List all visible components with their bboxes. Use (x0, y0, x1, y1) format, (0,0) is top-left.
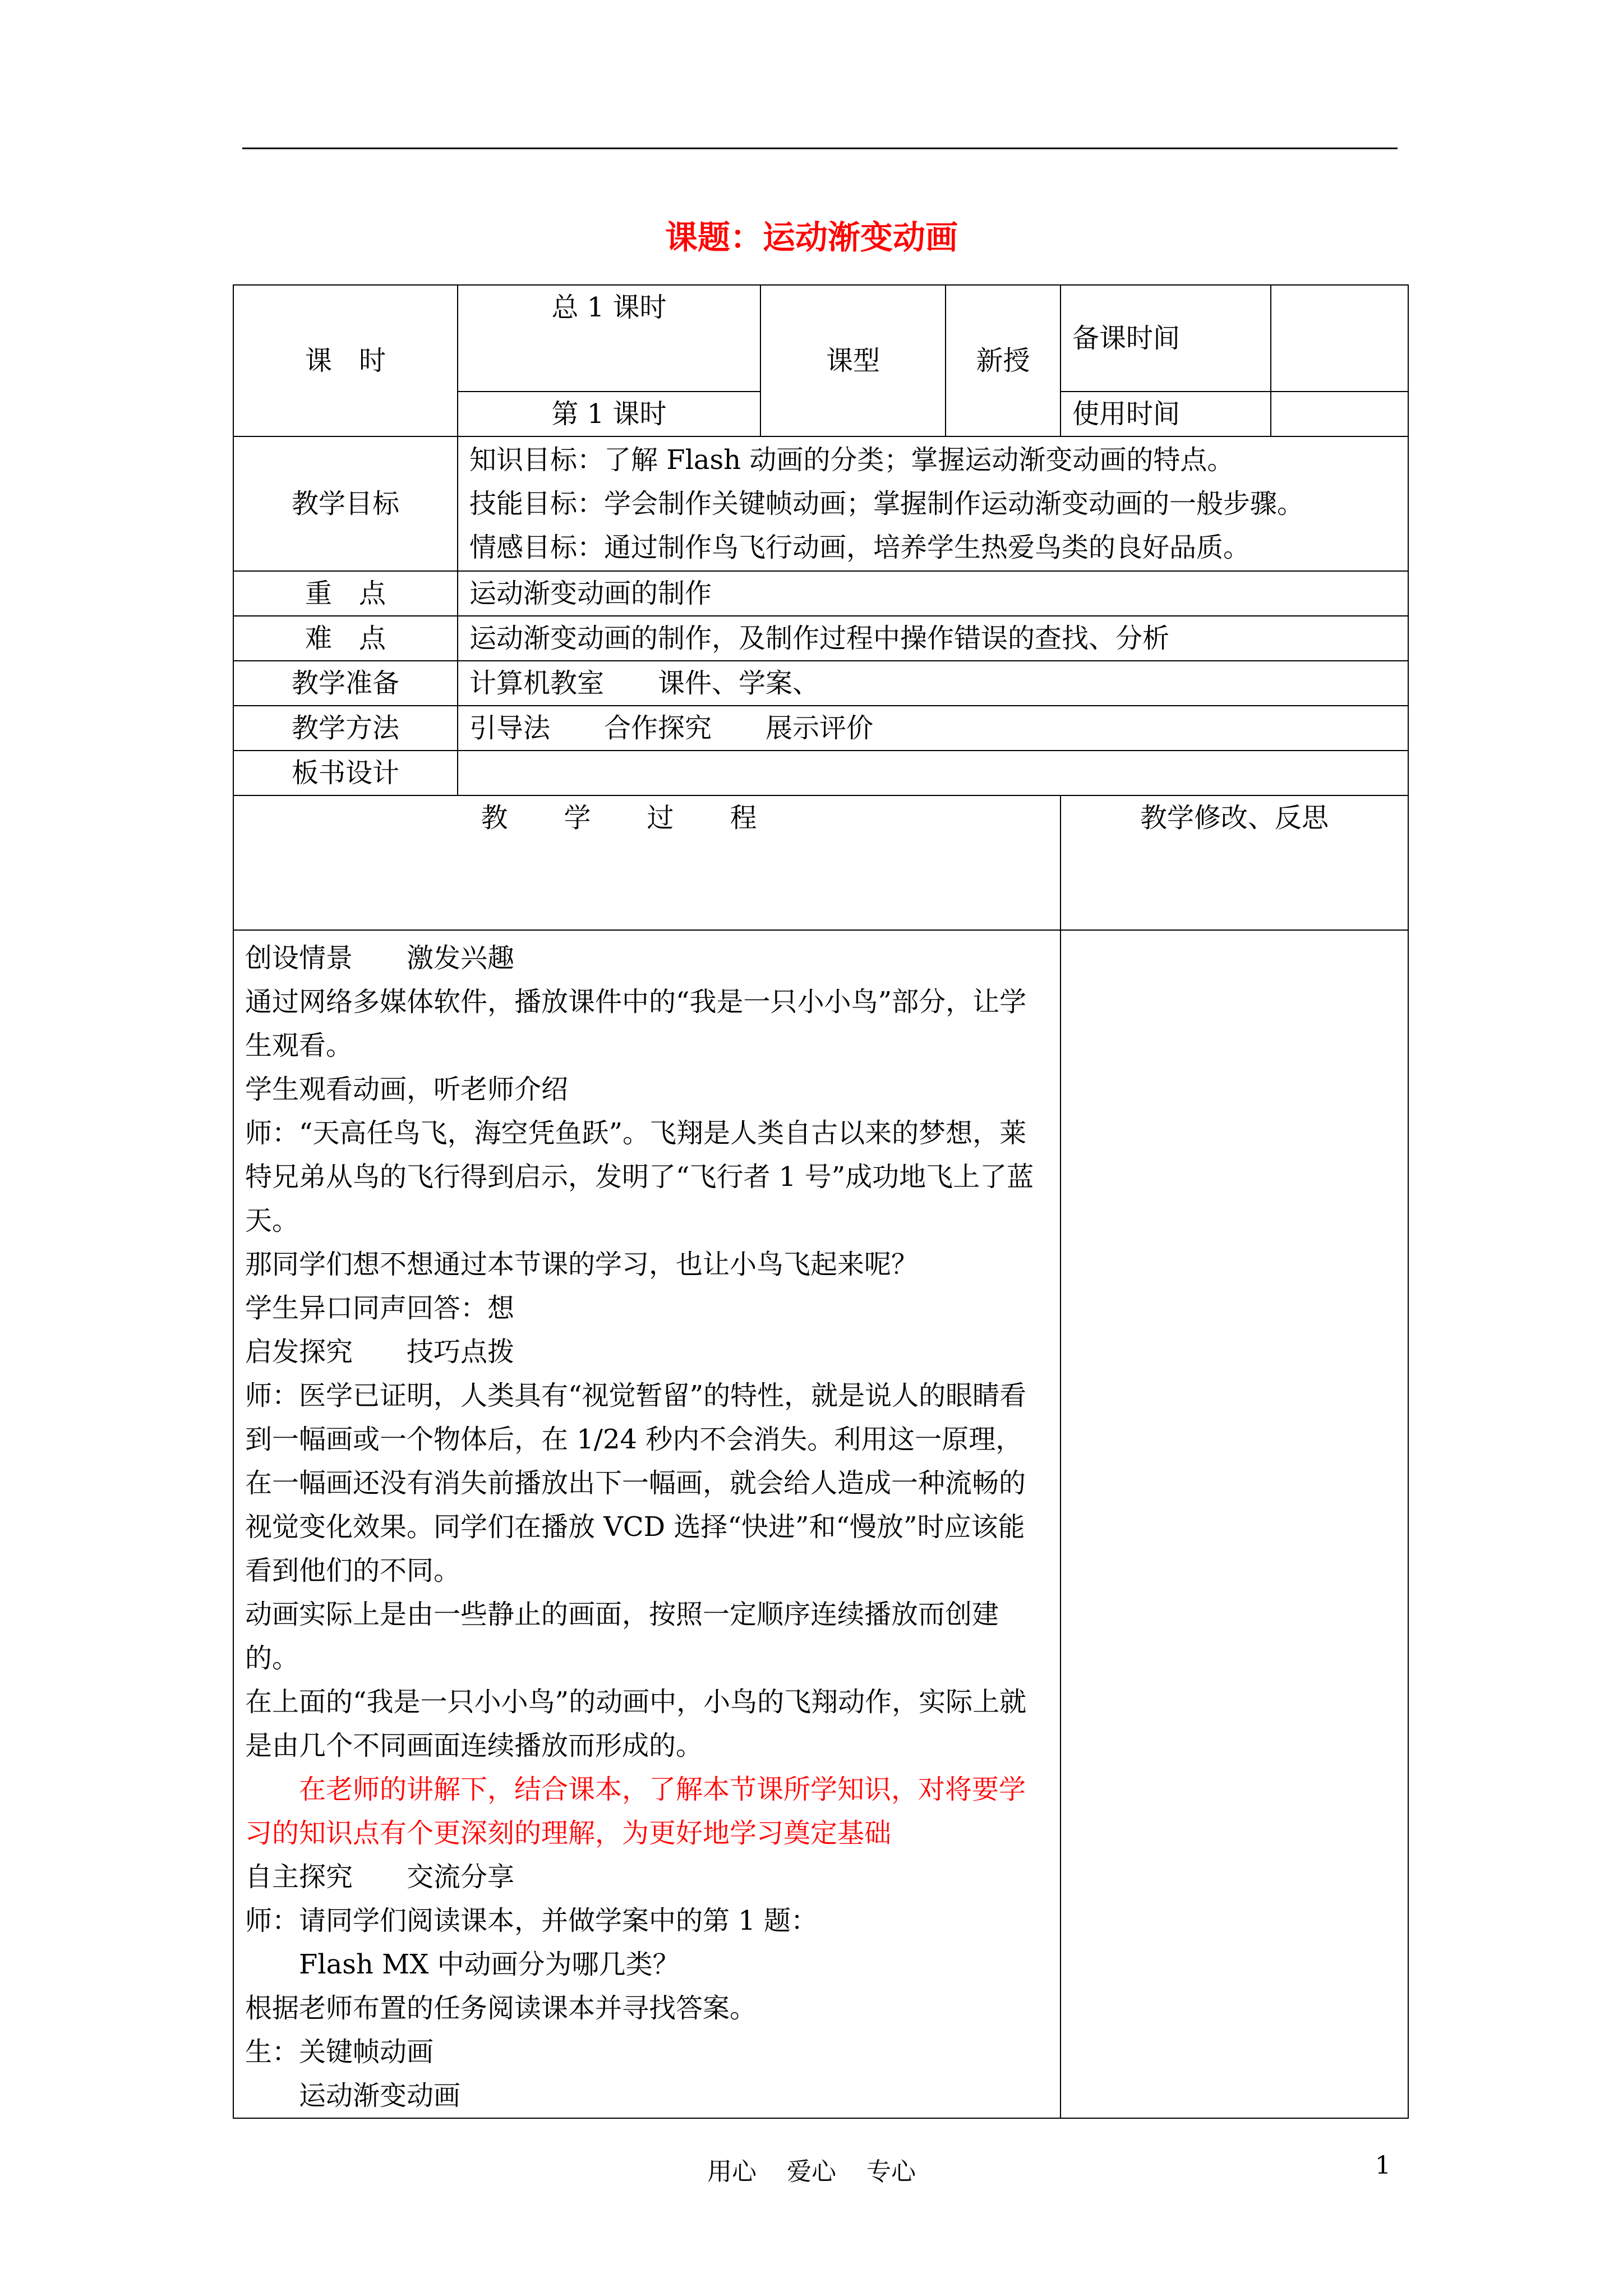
process-line: 通过网络多媒体软件，播放课件中的“我是一只小小鸟”部分，让学生观看。 (245, 986, 1027, 1061)
page-number: 1 (1375, 2151, 1391, 2180)
goal-emotion: 情感目标：通过制作鸟飞行动画，培养学生热爱鸟类的良好品质。 (469, 532, 1251, 563)
difficulty-label: 难 点 (233, 616, 458, 661)
preparation-value: 计算机教室 课件、学案、 (458, 661, 1408, 706)
prep-time-label: 备课时间 (1061, 285, 1271, 392)
process-line: 学生观看动画，听老师介绍 (245, 1074, 569, 1105)
prep-time-value (1271, 285, 1408, 392)
lesson-number: 第 1 课时 (458, 392, 760, 436)
goal-skill: 技能目标：学会制作关键帧动画；掌握制作运动渐变动画的一般步骤。 (469, 488, 1304, 519)
preparation-label: 教学准备 (233, 661, 458, 706)
process-line: 创设情景 激发兴趣 (245, 942, 515, 974)
board-label: 板书设计 (233, 751, 458, 795)
header-rule (242, 148, 1398, 149)
goal-knowledge: 知识目标：了解 Flash 动画的分类；掌握运动渐变动画的特点。 (469, 444, 1234, 476)
process-line: 生：关键帧动画 (245, 2036, 434, 2068)
process-line: 学生异口同声回答：想 (245, 1292, 515, 1324)
process-line: 师：医学已证明，人类具有“视觉暂留”的特性，就是说人的眼睛看到一幅画或一个物体后，在 1/24 秒内不会消失。利用这一原理，在一幅画还没有消失前播放出下一幅画，就会给人造成一种流畅的视觉变化效果。同学们在播放 VCD 选择“快进”和“慢放”时应该能看到他们的不同。 (245, 1380, 1027, 1586)
use-time-label: 使用时间 (1061, 392, 1271, 436)
process-line: 师：请同学们阅读课本，并做学案中的第 1 题： (245, 1905, 818, 1936)
lesson-type-value: 新授 (946, 285, 1061, 436)
use-time-value (1271, 392, 1408, 436)
difficulty-value: 运动渐变动画的制作，及制作过程中操作错误的查找、分析 (458, 616, 1408, 661)
process-highlight: 在老师的讲解下，结合课本，了解本节课所学知识，对将要学习的知识点有个更深刻的理解，为更好地学习奠定基础 (245, 1774, 1026, 1849)
goals-label: 教学目标 (233, 436, 458, 571)
process-line: 师：“天高任鸟飞，海空凭鱼跃”。飞翔是人类自古以来的梦想，莱特兄弟从鸟的飞行得到启示，发明了“飞行者 1 号”成功地飞上了蓝天。 (245, 1117, 1034, 1236)
process-line: 在上面的“我是一只小小鸟”的动画中，小鸟的飞翔动作，实际上就是由几个不同画面连续播放而形成的。 (245, 1686, 1027, 1761)
method-value: 引导法 合作探究 展示评价 (458, 706, 1408, 751)
goals-content (458, 436, 1408, 571)
process-line: 那同学们想不想通过本节课的学习，也让小鸟飞起来呢？ (245, 1249, 919, 1280)
footer-word: 用心 (707, 2157, 757, 2186)
method-label: 教学方法 (233, 706, 458, 751)
footer-word: 爱心 (787, 2157, 836, 2186)
board-value (458, 751, 1408, 795)
page-title: 课题：运动渐变动画 (665, 218, 958, 256)
process-line: 根据老师布置的任务阅读课本并寻找答案。 (245, 1993, 757, 2024)
reflection-header: 教学修改、反思 (1061, 795, 1408, 930)
footer-word: 专心 (866, 2157, 916, 2186)
lesson-type-label: 课型 (760, 285, 946, 436)
total-hours: 总 1 课时 (458, 285, 760, 392)
process-line: 启发探究 技巧点拨 (245, 1336, 515, 1368)
process-line: 自主探究 交流分享 (245, 1861, 515, 1893)
key-point-label: 重 点 (233, 571, 458, 616)
process-line: 动画实际上是由一些静止的画面，按照一定顺序连续播放而创建的。 (245, 1599, 999, 1674)
process-header: 教学过程 (233, 795, 1061, 930)
process-line: Flash MX 中动画分为哪几类？ (299, 1949, 680, 1980)
reflection-content (1061, 930, 1408, 2118)
process-line: 运动渐变动画 (299, 2080, 461, 2111)
keshi-label: 课 时 (233, 285, 458, 436)
process-content (233, 930, 1061, 2118)
lesson-plan-table (233, 284, 1409, 2119)
key-point-value: 运动渐变动画的制作 (458, 571, 1408, 616)
